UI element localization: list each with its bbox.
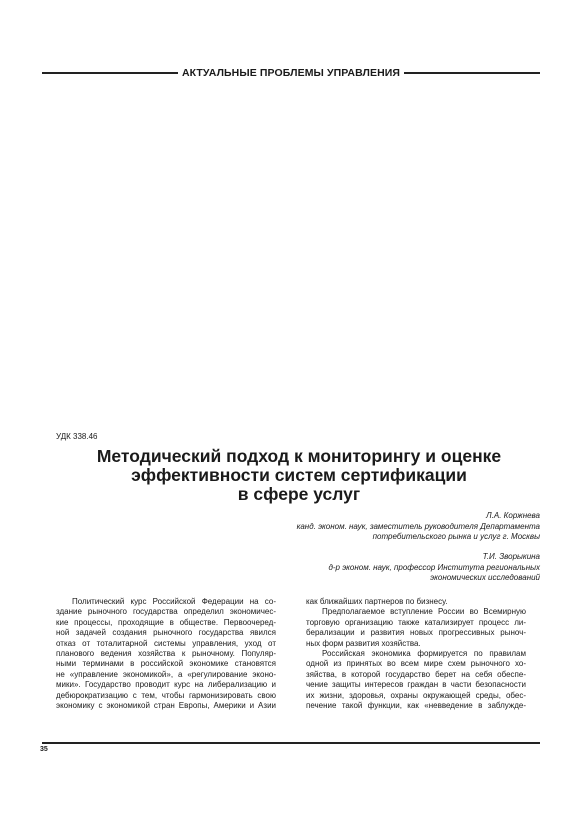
body-line: печение такой функции, как «невведение в заблужде- [306, 701, 526, 711]
body-line: чение защиты интересов граждан в части безопасности [306, 680, 526, 690]
body-line: Политический курс Российской Федерации на со- [72, 597, 276, 606]
author-affiliation-line: д-р эконом. наук, профессор Института региональных [328, 562, 540, 572]
author-name: Л.А. Коржнева [486, 511, 540, 520]
body-column-right [306, 597, 526, 711]
article-title [56, 447, 542, 504]
body-line: отказ от тоталитарной системы управления, уход от [56, 638, 276, 648]
body-line: Российская экономика формируется по правилам [322, 649, 526, 659]
body-line: Предполагаемое вступление России во Всемирную [322, 607, 526, 617]
body-line: планового ведения хозяйства к рыночному. Популяр- [56, 649, 276, 659]
author-affiliation-line: экономических исследований [430, 573, 540, 582]
author-block [328, 552, 540, 584]
header-rule-right [404, 72, 540, 74]
title-line: эффективности систем сертификации [131, 465, 467, 485]
section-title: АКТУАЛЬНЫЕ ПРОБЛЕМЫ УПРАВЛЕНИЯ [181, 67, 401, 79]
body-line: ными терминами в российской экономике становятся [56, 659, 276, 669]
body-line: ной задачей создания рыночного государства явился [56, 628, 276, 638]
body-line: одной из принятых во всем мире схем рыночного хо- [306, 659, 526, 669]
running-header [42, 66, 540, 80]
body-line: как ближайших партнеров по бизнесу. [306, 597, 448, 606]
header-rule-left [42, 72, 178, 74]
body-line: не «управление экономикой», а «регулирование эконо- [56, 669, 276, 679]
body-line: экономику с экономикой стран Европы, Америки и Азии [56, 701, 276, 711]
body-line: дебюрократизацию с тем, чтобы гармонизировать свою [56, 690, 276, 700]
udk-code: УДК 338.46 [56, 432, 98, 441]
author-affiliation-line: потребительского рынка и услуг г. Москвы [372, 532, 540, 541]
footer-rule [42, 742, 540, 744]
body-line: торговую организацию также катализирует процесс ли- [306, 617, 526, 627]
body-line: их жизни, здоровья, охраны окружающей среды, обес- [306, 690, 526, 700]
author-affiliation-line: канд. эконом. наук, заместитель руководителя Департамента [296, 521, 540, 531]
title-line: Методический подход к мониторингу и оценке [96, 446, 502, 466]
body-line: берализации и развития новых прогрессивных рыноч- [306, 628, 526, 638]
body-line: кие процессы, проходящие в обществе. Первоочеред- [56, 617, 276, 627]
body-line: здание рыночного государства определил экономичес- [56, 607, 276, 617]
body-line: ных форм развития хозяйства. [306, 638, 421, 648]
body-line: мики». Государство проводит курс на либерализацию и [56, 680, 276, 690]
body-line: зяйства, в которой государство берет на себя обеспе- [306, 669, 526, 679]
author-name: Т.И. Зворыкина [482, 552, 540, 561]
page-number: 35 [40, 746, 48, 753]
body-column-left [56, 597, 276, 711]
title-line: в сфере услуг [237, 484, 361, 504]
author-block [297, 511, 540, 543]
